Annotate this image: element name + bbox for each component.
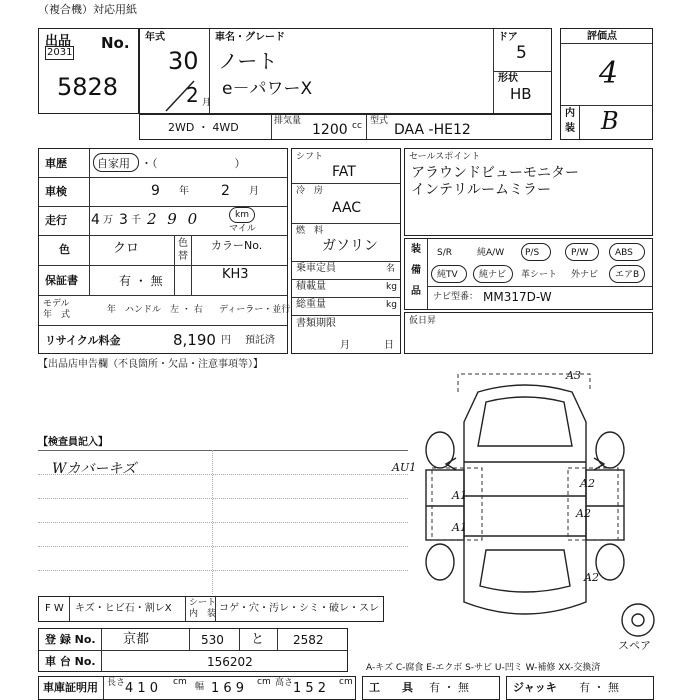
year-value: 30: [168, 47, 199, 75]
aircon-label: 冷 房: [296, 186, 324, 196]
capacity-label: 乗車定員: [296, 263, 336, 274]
ps-circle: [521, 243, 551, 261]
seat-value: コゲ・穴・汚レ・シミ・破レ・スレ: [219, 603, 379, 614]
shipment-label: 出品: [45, 34, 72, 49]
jack-box: [506, 676, 654, 700]
length-label: 長さ: [107, 678, 126, 688]
inspection-month: 2: [221, 183, 230, 199]
color-no-label: カラーNo.: [211, 239, 263, 252]
length-unit: cm: [173, 677, 187, 687]
seat-label-2: 内 装: [189, 609, 217, 619]
color-label: 色: [59, 243, 70, 256]
model-year-label-2: 年 式: [43, 310, 71, 320]
seat-label-1: シート: [189, 598, 217, 608]
equipment-box: [404, 238, 653, 310]
mechanical-table: [291, 148, 401, 354]
mark-a3: A3: [566, 369, 581, 382]
history-rest: ・（ ）: [141, 157, 246, 170]
spec-row: [139, 114, 552, 140]
shift-value: FAT: [332, 164, 356, 180]
type-label: 型式: [370, 116, 389, 126]
certificate-label: 車庫証明用: [43, 681, 98, 694]
rating-label: 評価点: [587, 31, 617, 42]
displacement-unit: cc: [352, 121, 362, 131]
model-label: 車名・グレード: [215, 32, 285, 43]
registration-area: 京都: [123, 632, 150, 647]
tools-label: 工 具: [369, 681, 413, 694]
shape-value: HB: [510, 85, 532, 103]
defect-legend: A-キズ C-腐食 E-エクボ S-サビ U-凹ミ W-補修 XX-交換済: [366, 663, 601, 673]
mark-a1-bottom: A1: [452, 521, 467, 534]
registration-kana: と: [251, 632, 265, 647]
equipment-label-2: 備: [411, 265, 421, 276]
certificate-row: [38, 676, 356, 700]
sales-point-line2: インテリルームミラー: [411, 182, 551, 198]
recycle-label: リサイクル料金: [45, 334, 121, 347]
mileage-man: 4: [91, 212, 100, 228]
navi-model-label: ナビ型番：: [433, 292, 479, 302]
year-label: 年式: [145, 32, 165, 43]
interior-label-2: 装: [565, 123, 575, 134]
jack-label: ジャッキ: [513, 681, 557, 694]
model-year-label-1: モデル: [43, 299, 70, 309]
doc-deadline-month: 月: [340, 340, 350, 351]
color-no-value: KH3: [222, 267, 249, 282]
dealer-label: ディーラー・並行: [219, 305, 291, 315]
declaration-label: 【出品店申告欄（不良箇所・欠品・注意事項等）】: [38, 359, 263, 370]
displacement-value: 1200: [312, 122, 348, 138]
width-value: 1 6 9: [211, 681, 245, 696]
equipment-label-3: 品: [411, 286, 421, 297]
equip-airbag: エアB: [615, 270, 640, 280]
equip-alloy: 純A/W: [477, 248, 505, 258]
shipment-no-label: No.: [101, 34, 130, 52]
shift-label: シフト: [296, 152, 324, 162]
tools-box: [362, 676, 500, 700]
shipment-box: [38, 28, 139, 114]
tv-circle: [431, 265, 467, 283]
mark-au1: AU1: [392, 461, 417, 474]
equip-navi: 純ナビ: [479, 270, 507, 280]
navi-model-value: MM317D-W: [483, 290, 552, 304]
displacement-label: 排気量: [274, 116, 302, 126]
history-value: 自家用: [97, 157, 130, 170]
mileage-label: 走行: [45, 214, 67, 227]
inspection-month-unit: 月: [249, 186, 259, 197]
sales-point-label: セールスポイント: [409, 152, 481, 162]
spare-label: スペア: [618, 639, 651, 652]
history-label: 車歴: [45, 157, 67, 170]
equip-abs: ABS: [615, 248, 633, 258]
type-value: DAA -HE12: [394, 122, 471, 138]
warranty-value: 有 ・ 無: [119, 274, 163, 288]
registration-class: 530: [201, 633, 224, 647]
equip-ext-navi: 外ナビ: [571, 270, 599, 280]
mark-a2-bottom: A2: [576, 507, 591, 520]
navi-circle: [473, 265, 513, 283]
model-name: ノート: [218, 49, 278, 73]
rating-score: 4: [599, 56, 619, 91]
shipment-number: 5828: [57, 73, 119, 101]
mark-a1-top: A1: [452, 489, 467, 502]
year-month: 2: [186, 83, 199, 107]
chassis-label: 車 台 No.: [45, 655, 96, 668]
abs-circle: [609, 243, 645, 261]
interior-grade: B: [601, 107, 619, 135]
airbag-circle: [609, 265, 645, 283]
inspection-year-unit: 年: [179, 186, 189, 197]
inspector-note: Wカバーキズ: [52, 461, 137, 477]
interior-label-1: 内: [565, 108, 575, 119]
tools-value: 有 ・ 無: [429, 681, 469, 694]
drive-label: 2WD ・ 4WD: [168, 121, 239, 134]
sales-point-box: [404, 148, 653, 236]
mileage-sen: 3: [119, 212, 128, 228]
load-label: 積載量: [296, 281, 326, 292]
load-unit: kg: [386, 282, 397, 292]
color-change-2: 替: [178, 251, 188, 262]
car-diagram: [400, 366, 660, 638]
equip-ps: P/S: [525, 248, 540, 258]
import-date-box: [404, 312, 653, 354]
doc-deadline-label: 書類期限: [296, 318, 336, 329]
color-change-1: 色: [178, 238, 188, 249]
width-unit: cm: [257, 677, 271, 687]
shipment-small-number: 2031: [47, 47, 73, 58]
vehicle-box: [139, 28, 552, 114]
equip-sr: S/R: [437, 248, 452, 258]
gross-weight-label: 総重量: [296, 299, 326, 310]
doc-deadline-day: 日: [384, 340, 394, 351]
top-note: （複合機）対応用紙: [38, 3, 137, 16]
capacity-unit: 名: [386, 264, 396, 274]
gross-weight-unit: kg: [386, 300, 397, 310]
info-table: [38, 148, 291, 354]
registration-table: [38, 628, 348, 672]
height-value: 1 5 2: [293, 681, 327, 696]
rating-box: [560, 28, 653, 140]
jack-value: 有 ・ 無: [579, 681, 619, 694]
inspection-year: 9: [151, 183, 160, 199]
pw-circle: [565, 243, 599, 261]
inspection-label: 車検: [45, 185, 67, 198]
door-value: 5: [516, 43, 527, 63]
door-label: ドア: [498, 32, 518, 43]
recycle-value: 8,190: [173, 331, 216, 349]
year-month-unit: 月: [202, 98, 212, 108]
registration-label: 登 録 No.: [45, 633, 96, 646]
registration-number: 2582: [293, 633, 324, 647]
fw-label: F W: [45, 603, 64, 614]
chassis-value: 156202: [207, 655, 253, 669]
mileage-mile: マイル: [229, 224, 256, 234]
aircon-value: AAC: [332, 200, 362, 216]
mileage-man-unit: 万: [103, 215, 113, 226]
fuel-label: 燃 料: [296, 226, 324, 236]
fw-value: キズ・ヒビ石・割レX: [75, 603, 172, 614]
model-grade: e－パワーX: [222, 79, 313, 99]
mileage-sen-unit: 千: [131, 215, 141, 226]
model-year-unit: 年: [107, 305, 117, 315]
recycle-note: 預託済: [245, 335, 275, 346]
km-circle: [229, 207, 255, 223]
color-value: クロ: [113, 241, 140, 256]
equipment-label-1: 装: [411, 244, 421, 255]
warranty-label: 保証書: [45, 274, 78, 287]
fuel-value: ガソリン: [322, 238, 378, 254]
history-circle: [93, 153, 139, 172]
height-unit: cm: [339, 677, 353, 687]
equip-pw: P/W: [571, 248, 589, 258]
import-date-label: 仮日昇: [409, 316, 437, 326]
mark-a2-top: A2: [580, 477, 595, 490]
mileage-km: km: [235, 210, 249, 220]
handle-label: ハンドル 左 ・ 右: [125, 305, 203, 315]
equip-tv: 純TV: [437, 270, 458, 280]
recycle-unit: 円: [221, 335, 231, 346]
height-label: 高さ: [275, 678, 294, 688]
defects-row: [38, 596, 384, 622]
sales-point-line1: アラウンドビューモニター: [411, 165, 579, 181]
mileage-rest: 2 9 0: [147, 210, 201, 228]
length-value: 4 1 0: [125, 681, 159, 696]
inspector-label: 【検査員記入】: [38, 437, 108, 448]
year-slash-line: [160, 79, 200, 113]
equip-leather: 革シート: [521, 270, 558, 280]
width-label: 幅: [195, 682, 205, 692]
shape-label: 形状: [498, 73, 518, 84]
mark-a2-rear: A2: [584, 571, 599, 584]
